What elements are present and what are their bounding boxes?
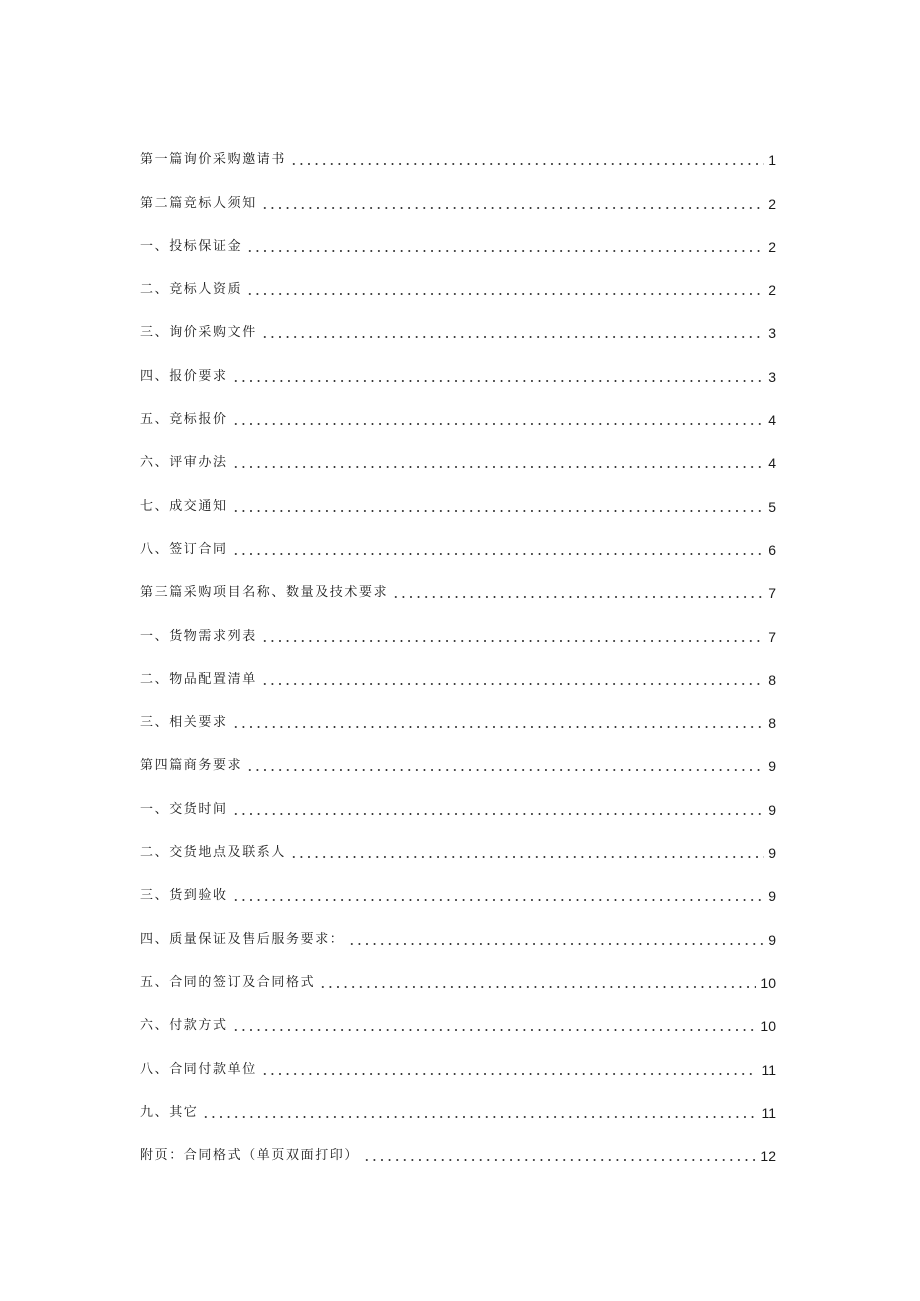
toc-dot-leader <box>232 510 765 512</box>
toc-entry-17[interactable] <box>140 874 776 917</box>
toc-entry-14[interactable] <box>140 744 776 787</box>
toc-entry-label: 四、报价要求 <box>140 368 228 384</box>
toc-page-number: 2 <box>768 282 776 299</box>
toc-page-number: 11 <box>761 1104 776 1121</box>
toc-entry-1[interactable] <box>140 181 776 224</box>
toc-entry-3[interactable] <box>140 268 776 311</box>
toc-entry-2[interactable] <box>140 225 776 268</box>
toc-entry-label: 三、货到验收 <box>140 888 228 904</box>
toc-dot-leader <box>319 986 756 988</box>
toc-entry-20[interactable] <box>140 1004 776 1047</box>
toc-entry-label: 五、合同的签订及合同格式 <box>140 974 316 990</box>
toc-entry-6[interactable] <box>140 398 776 441</box>
toc-entry-4[interactable] <box>140 311 776 354</box>
toc-page-number: 11 <box>761 1061 776 1078</box>
toc-page-number: 9 <box>768 888 776 905</box>
toc-dot-leader <box>232 466 765 468</box>
toc-entry-label: 二、竞标人资质 <box>140 282 243 298</box>
toc-page-number: 9 <box>768 931 776 948</box>
toc-dot-leader <box>232 1029 757 1031</box>
toc-entry-13[interactable] <box>140 701 776 744</box>
toc-page-number: 12 <box>760 1148 776 1165</box>
toc-entry-18[interactable] <box>140 917 776 960</box>
toc-entry-label: 第一篇询价采购邀请书 <box>140 152 287 168</box>
toc-entry-label: 第二篇竞标人须知 <box>140 195 257 211</box>
toc-page-number: 2 <box>768 238 776 255</box>
toc-entry-label: 六、付款方式 <box>140 1018 228 1034</box>
toc-page-number: 9 <box>768 758 776 775</box>
toc-dot-leader <box>246 250 764 252</box>
toc-dot-leader <box>261 1073 758 1075</box>
toc-page-number: 2 <box>768 195 776 212</box>
toc-dot-leader <box>261 207 764 209</box>
toc-entry-label: 一、投标保证金 <box>140 238 243 254</box>
toc-entry-label: 二、物品配置清单 <box>140 671 257 687</box>
toc-page-number: 3 <box>768 368 776 385</box>
toc-page-number: 4 <box>768 455 776 472</box>
toc-entry-label: 八、签订合同 <box>140 541 228 557</box>
toc-entry-label: 第三篇采购项目名称、数量及技术要求 <box>140 585 389 601</box>
toc-entry-7[interactable] <box>140 441 776 484</box>
toc-page-number: 8 <box>768 715 776 732</box>
toc-dot-leader <box>363 1159 756 1161</box>
toc-entry-label: 五、竞标报价 <box>140 412 228 428</box>
toc-dot-leader <box>261 336 764 338</box>
toc-entry-label: 一、货物需求列表 <box>140 628 257 644</box>
toc-dot-leader <box>246 293 764 295</box>
toc-dot-leader <box>290 856 764 858</box>
toc-page-number: 9 <box>768 801 776 818</box>
toc-page-number: 1 <box>768 152 776 169</box>
toc-entry-12[interactable] <box>140 658 776 701</box>
toc-entry-19[interactable] <box>140 961 776 1004</box>
toc-dot-leader <box>232 899 765 901</box>
toc-entry-label: 三、相关要求 <box>140 715 228 731</box>
toc-dot-leader <box>202 1116 757 1118</box>
toc-entry-label: 九、其它 <box>140 1104 199 1120</box>
toc-dot-leader <box>232 553 765 555</box>
toc-dot-leader <box>392 596 764 598</box>
toc-page-number: 10 <box>760 1018 776 1035</box>
toc-entry-label: 第四篇商务要求 <box>140 758 243 774</box>
toc-entry-15[interactable] <box>140 787 776 830</box>
toc-dot-leader <box>232 726 765 728</box>
toc-page-number: 9 <box>768 845 776 862</box>
toc-dot-leader <box>232 423 765 425</box>
toc-entry-23[interactable] <box>140 1134 776 1177</box>
toc-page-number: 8 <box>768 671 776 688</box>
toc-entry-label: 七、成交通知 <box>140 498 228 514</box>
toc-page-number: 4 <box>768 412 776 429</box>
toc-entry-0[interactable] <box>140 138 776 181</box>
toc-dot-leader <box>261 683 764 685</box>
toc-entry-22[interactable] <box>140 1091 776 1134</box>
toc-page-number: 5 <box>768 498 776 515</box>
toc-entry-8[interactable] <box>140 484 776 527</box>
toc-entry-5[interactable] <box>140 354 776 397</box>
toc-dot-leader <box>261 640 764 642</box>
toc-dot-leader <box>246 769 764 771</box>
toc-page-number: 6 <box>768 541 776 558</box>
toc-entry-label: 四、质量保证及售后服务要求： <box>140 931 345 947</box>
toc-entry-label: 附页：合同格式（单页双面打印） <box>140 1148 360 1164</box>
toc-page-number: 7 <box>768 628 776 645</box>
toc-entry-9[interactable] <box>140 528 776 571</box>
toc-dot-leader <box>290 163 764 165</box>
toc-entry-label: 一、交货时间 <box>140 801 228 817</box>
toc-dot-leader <box>232 813 765 815</box>
toc-dot-leader <box>232 380 765 382</box>
toc-entry-16[interactable] <box>140 831 776 874</box>
toc-dot-leader <box>348 943 764 945</box>
toc-page-number: 3 <box>768 325 776 342</box>
toc-entry-11[interactable] <box>140 614 776 657</box>
toc-entry-label: 二、交货地点及联系人 <box>140 845 287 861</box>
toc-entry-label: 六、评审办法 <box>140 455 228 471</box>
toc-entry-label: 八、合同付款单位 <box>140 1061 257 1077</box>
toc-page-number: 10 <box>760 974 776 991</box>
table-of-contents <box>140 138 776 1177</box>
toc-page-number: 7 <box>768 585 776 602</box>
toc-entry-21[interactable] <box>140 1047 776 1090</box>
toc-entry-label: 三、询价采购文件 <box>140 325 257 341</box>
toc-entry-10[interactable] <box>140 571 776 614</box>
